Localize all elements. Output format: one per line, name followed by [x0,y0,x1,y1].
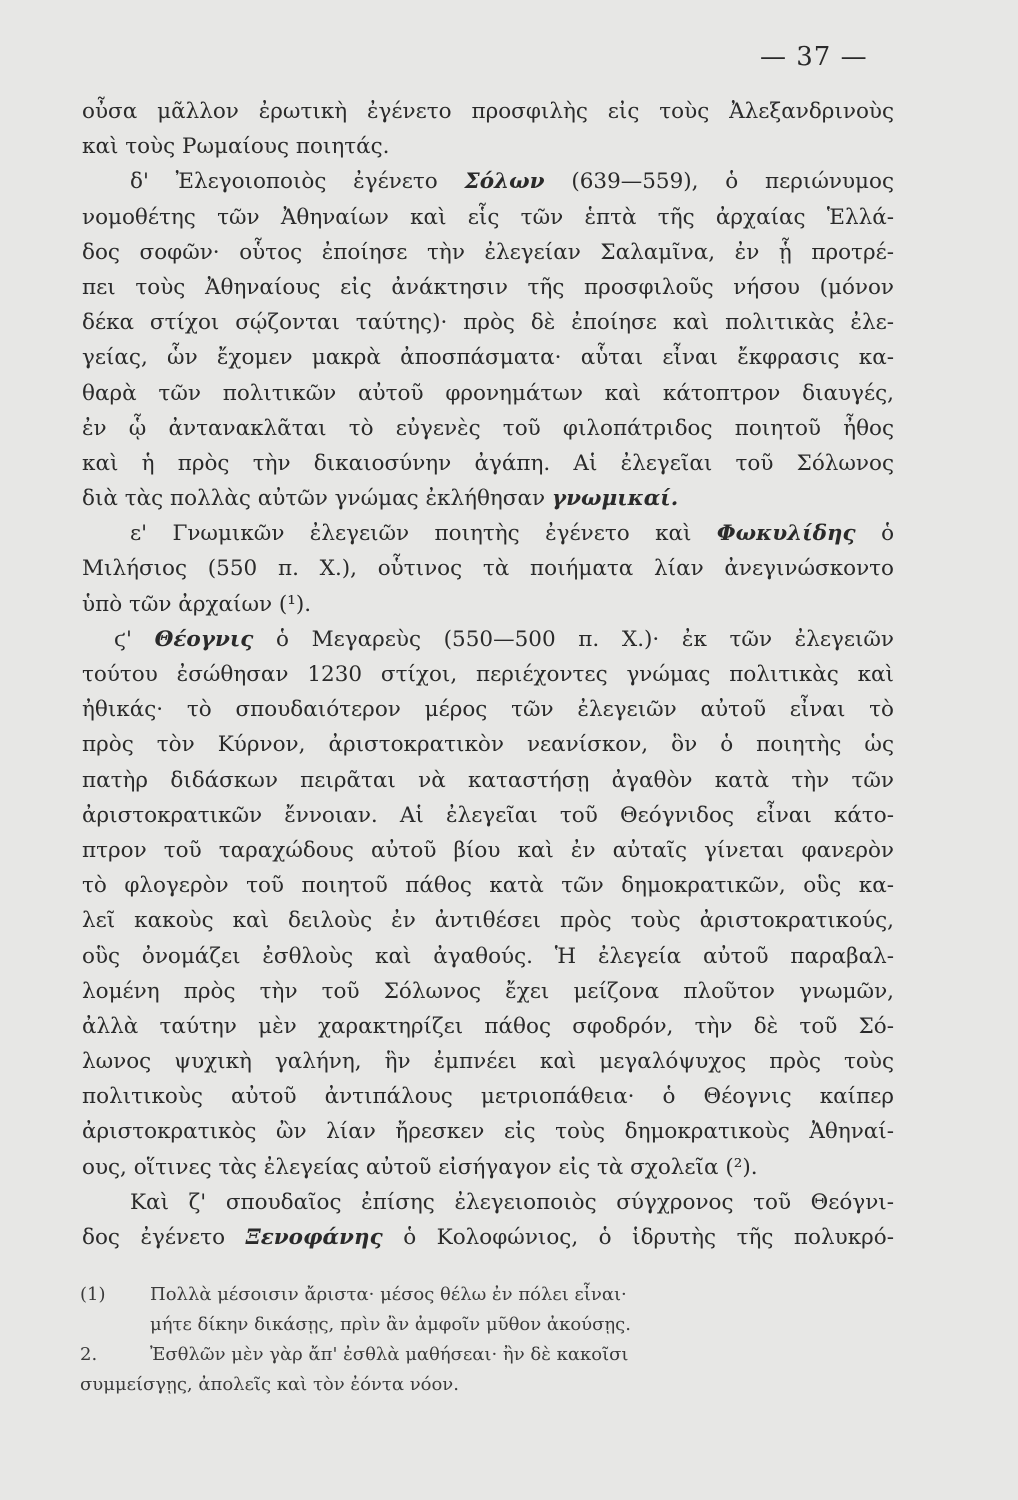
footnote-text: Πολλὰ μέσοισιν ἄριστα· μέσος θέλω ἐν πόλει εἶναι· [150,1284,627,1305]
text-line: ὑπὸ τῶν ἀρχαίων (¹). [82,591,312,617]
main-text [82,94,894,1255]
footnote-2-cont: συμμείσγῃς, ἀπολεῖς καὶ τὸν ἐόντα νόον. [80,1374,459,1395]
text-segment: δος ἐγένετο [82,1225,226,1250]
text-segment: διὰ τὰς πολλὰς αὐτῶν γνώμας ἐκλήθησαν [82,486,546,512]
text-line: τὸ φλογερὸν τοῦ ποιητοῦ πάθος κατὰ τῶν δημοκρατικῶν, οὓς κα- [82,873,894,899]
text-line: ἀριστοκρατικὸς ὢν λίαν ἤρεσκεν εἰς τοὺς δημοκρατικοὺς Ἀθηναί- [82,1119,894,1145]
text-line [82,622,894,657]
text-line [82,1220,894,1255]
text-line: ἠθικάς· τὸ σπουδαιότερον μέρος τῶν ἐλεγειῶν αὐτοῦ εἶναι τὸ [82,697,894,723]
text-line: λομένη πρὸς τὴν τοῦ Σόλωνος ἔχει μείζονα πλοῦτον γνωμῶν, [82,978,894,1004]
footnotes [80,1280,780,1400]
text-line: νομοθέτης τῶν Ἀθηναίων καὶ εἷς τῶν ἑπτὰ τῆς ἀρχαίας Ἑλλά- [82,204,894,230]
text-segment: δ' Ἐλεγοιοποιὸς ἐγένετο [130,169,438,195]
text-line: πτρον τοῦ ταραχώδους αὐτοῦ βίου καὶ ἐν αὐταῖς γίνεται φανερὸν [82,837,894,863]
text-segment: ὁ [881,521,895,547]
text-line: πατὴρ διδάσκων πειρᾶται νὰ καταστήσῃ ἀγαθὸν κατὰ τὴν τῶν [82,767,894,793]
footnote-2 [80,1340,780,1370]
text-line: πει τοὺς Ἀθηναίους εἰς ἀνάκτησιν τῆς προσφιλοῦς νήσου (μόνον [82,274,894,300]
text-line: καὶ ἡ πρὸς τὴν δικαιοσύνην ἀγάπη. Αἱ ἐλεγεῖαι τοῦ Σόλωνος [82,450,894,476]
text-line [82,164,894,199]
text-line [82,481,894,516]
text-line: λεῖ κακοὺς καὶ δειλοὺς ἐν ἀντιθέσει πρὸς τοὺς ἀριστοκρατικούς, [82,908,894,934]
text-segment: ε' Γνωμικῶν ἐλεγειῶν ποιητὴς ἐγένετο καὶ [130,521,692,547]
term-gnomikai: γνωμικαί. [551,486,679,512]
text-line: θαρὰ τῶν πολιτικῶν αὐτοῦ φρονημάτων καὶ κάτοπτρον διαυγές, [82,380,894,406]
text-line: λωνος ψυχικὴ γαλήνη, ἣν ἐμπνέει καὶ μεγαλόψυχος πρὸς τοὺς [82,1049,894,1075]
text-line: καὶ τοὺς Ρωμαίους ποιητάς. [82,134,390,160]
text-line: οὖσα μᾶλλον ἐρωτικὴ ἐγένετο προσφιλὴς εἰς τοὺς Ἀλεξανδρινοὺς [82,99,894,124]
text-line: τούτου ἐσώθησαν 1230 στίχοι, περιέχοντες γνώμας πολιτικὰς καὶ [82,662,894,687]
text-line: πολιτικοὺς αὐτοῦ ἀντιπάλους μετριοπάθεια· ὁ Θέογνις καίπερ [82,1084,894,1110]
text-line: Καὶ ζ' σπουδαῖος ἐπίσης ἐλεγειοποιὸς σύγχρονος τοῦ Θεόγνι- [130,1189,894,1215]
text-line: ἀριστοκρατικῶν ἔννοιαν. Αἱ ἐλεγεῖαι τοῦ Θεόγνιδος εἶναι κάτο- [82,802,894,828]
text-line: δος σοφῶν· οὗτος ἐποίησε τὴν ἐλεγείαν Σαλαμῖνα, ἐν ᾗ προτρέ- [82,239,894,265]
name-phocylides: Φωκυλίδης [716,521,856,547]
footnote-1 [80,1280,780,1310]
name-solon: Σόλων [464,169,545,195]
text-segment: ὁ Μεγαρεὺς (550—500 π. Χ.)· ἐκ τῶν ἐλεγειῶν [276,626,894,652]
text-line [82,516,894,551]
text-segment: ὁ Κολοφώνιος, ὁ ἱδρυτὴς τῆς πολυκρό- [403,1225,894,1250]
name-theognis: Θέογνις [154,626,254,652]
footnote-1-cont: μήτε δίκην δικάσῃς, πρὶν ἂν ἀμφοῖν μῦθον ἀκούσῃς. [150,1314,631,1335]
page-number: — 37 — [760,42,868,72]
text-line: ους, οἵτινες τὰς ἐλεγείας αὐτοῦ εἰσήγαγον εἰς τὰ σχολεῖα (²). [82,1154,758,1180]
footnote-marker: 2. [80,1344,98,1365]
footnote-text: Ἐσθλῶν μὲν γὰρ ἄπ' ἐσθλὰ μαθήσεαι· ἢν δὲ κακοῖσι [150,1344,629,1365]
footnote-marker: (1) [80,1284,106,1305]
name-xenophanes: Ξενοφάνης [245,1225,383,1250]
text-line: γείας, ὧν ἔχομεν μακρὰ ἀποσπάσματα· αὗται εἶναι ἔκφρασις κα- [82,345,894,371]
text-segment: ϛ' [114,626,132,652]
text-line: ἀλλὰ ταύτην μὲν χαρακτηρίζει πάθος σφοδρόν, τὴν δὲ τοῦ Σό- [82,1013,894,1039]
text-line: πρὸς τὸν Κύρνον, ἀριστοκρατικὸν νεανίσκον, ὃν ὁ ποιητὴς ὡς [82,732,894,758]
text-line: οὓς ὀνομάζει ἐσθλοὺς καὶ ἀγαθούς. Ἡ ἐλεγεία αὐτοῦ παραβαλ- [82,943,894,969]
text-line: ἐν ᾧ ἀντανακλᾶται τὸ εὐγενὲς τοῦ φιλοπάτριδος ποιητοῦ ἦθος [82,415,894,441]
text-segment: (639—559), ὁ περιώνυμος [571,169,894,195]
text-line: δέκα στίχοι σῴζονται ταύτης)· πρὸς δὲ ἐποίησε καὶ πολιτικὰς ἐλε- [82,310,894,336]
text-line: Μιλήσιος (550 π. Χ.), οὗτινος τὰ ποιήματα λίαν ἀνεγινώσκοντο [82,556,894,582]
